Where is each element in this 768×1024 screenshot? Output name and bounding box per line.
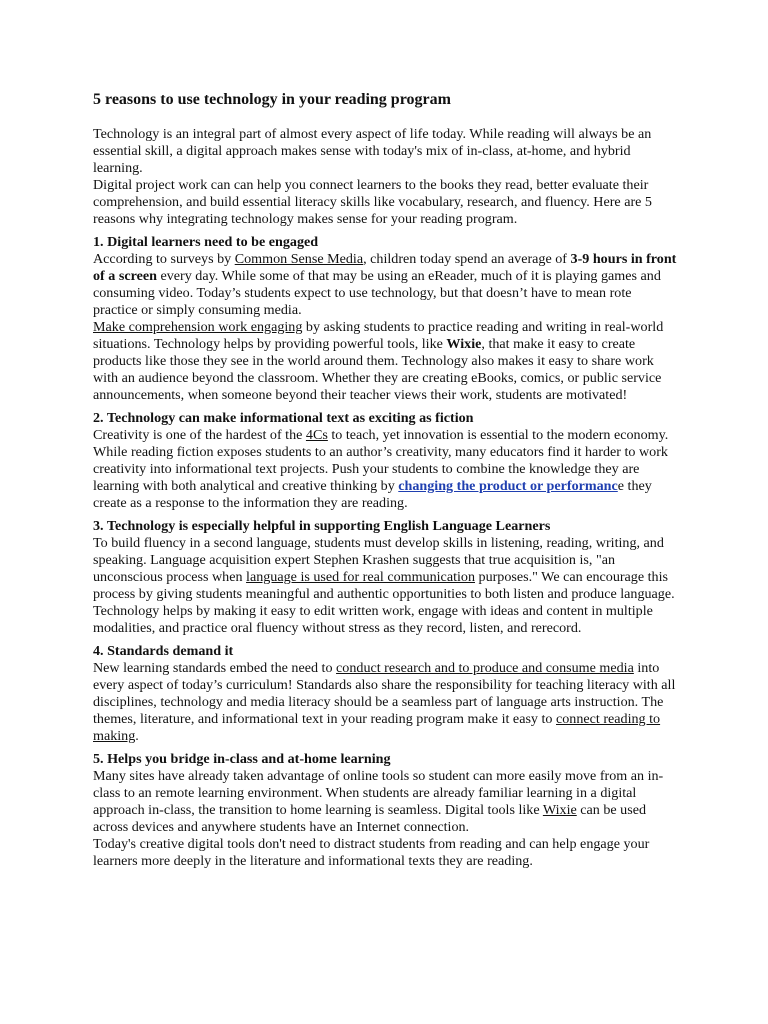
section-1-paragraph-2: Make comprehension work engaging by asking students to practice reading and writing in real-world situations. Technology helps by providing powerful tools, like Wixie, that make it easy to create products like those they see in the world around them. Technology also makes it easy to share work with an audience beyond the classroom. Whether they are creating eBooks, comics, or public service announcements, when someone beyond their teacher views their work, students are motivated! (93, 319, 664, 403)
common-sense-media-link[interactable]: Common Sense Media (234, 251, 364, 267)
section-5-paragraph-1: Many sites have already taken advantage of online tools so student can more easily move from an in-class to an remote learning environment. When students are already familiar learning in a digital approach in-class, the transition to home learning is seamless. Digital tools like Wixie can be used across devices and anywhere students have an Internet connection. (93, 768, 664, 835)
intro-paragraph-1: Technology is an integral part of almost every aspect of life today. While reading will always be an essential skill, a digital approach makes sense with today's mix of in-class, at-home, and hybrid learning. (93, 126, 652, 176)
wixie-link[interactable]: Wixie (542, 802, 577, 818)
section-4-paragraph: New learning standards embed the need to conduct research and to produce and consume media into every aspect of today’s curriculum! Standards also share the responsibility for teaching literacy with all disciplines, technology and media literacy should be a seamless part of language arts instruction. The themes, literature, and informational text in your reading program make it easy to connect reading to making. (93, 660, 676, 744)
language-real-communication-link[interactable]: language is used for real communication (246, 569, 475, 585)
section-1-heading: 1. Digital learners need to be engaged (93, 234, 319, 250)
section-3-paragraph: To build fluency in a second language, students must develop skills in listening, reading, writing, and speaking. Language acquisition expert Stephen Krashen suggests that true acquisition is, "an unconscious process when language is used for real communication purposes." We can encourage this process by giving students meaningful and authentic opportunities to both listen and produce language. Technology helps by making it easy to edit written work, engage with ideas and content in multiple modalities, and practice oral fluency without stress as they record, listen, and rerecord. (93, 535, 675, 636)
section-5-paragraph-2: Today's creative digital tools don't need to distract students from reading and can help engage your learners more deeply in the literature and informational texts they are reading. (93, 836, 650, 869)
conduct-research-link[interactable]: conduct research and to produce and consume media (336, 660, 634, 676)
section-1-paragraph-1: According to surveys by Common Sense Media, children today spend an average of 3-9 hours in front of a screen every day. While some of that may be using an eReader, much of it is playing games and consuming video. Today’s students expect to use technology, but that doesn’t have to mean rote practice or simply consuming media. (93, 251, 677, 318)
changing-product-link[interactable]: changing the product or performanc (398, 478, 618, 494)
section-2-paragraph: Creativity is one of the hardest of the 4Cs to teach, yet innovation is essential to the modern economy. While reading fiction exposes students to an author’s creativity, many educators find it harder to work creativity into informational text projects. Push your students to combine the knowledge they are learning with both analytical and creative thinking by changing the product or performance they create as a response to the information they are reading. (93, 427, 669, 511)
section-2-heading: 2. Technology can make informational text as exciting as fiction (93, 410, 474, 426)
section-4-heading: 4. Standards demand it (93, 643, 234, 659)
section-3-heading: 3. Technology is especially helpful in supporting English Language Learners (93, 518, 551, 534)
make-comprehension-link[interactable]: Make comprehension work engaging (93, 319, 303, 335)
document-page (93, 88, 678, 870)
4cs-link[interactable]: 4Cs (305, 427, 328, 443)
section-5-heading: 5. Helps you bridge in-class and at-home learning (93, 751, 391, 767)
document-title: 5 reasons to use technology in your reading program (93, 91, 451, 108)
intro-paragraph-2: Digital project work can can help you connect learners to the books they read, better evaluate their comprehension, and build essential literacy skills like vocabulary, research, and fluency. Here are 5 reasons why integrating technology makes sense for your reading program. (93, 177, 652, 227)
connect-reading-link[interactable]: connect reading to making (93, 711, 661, 744)
intro-section (93, 126, 678, 228)
